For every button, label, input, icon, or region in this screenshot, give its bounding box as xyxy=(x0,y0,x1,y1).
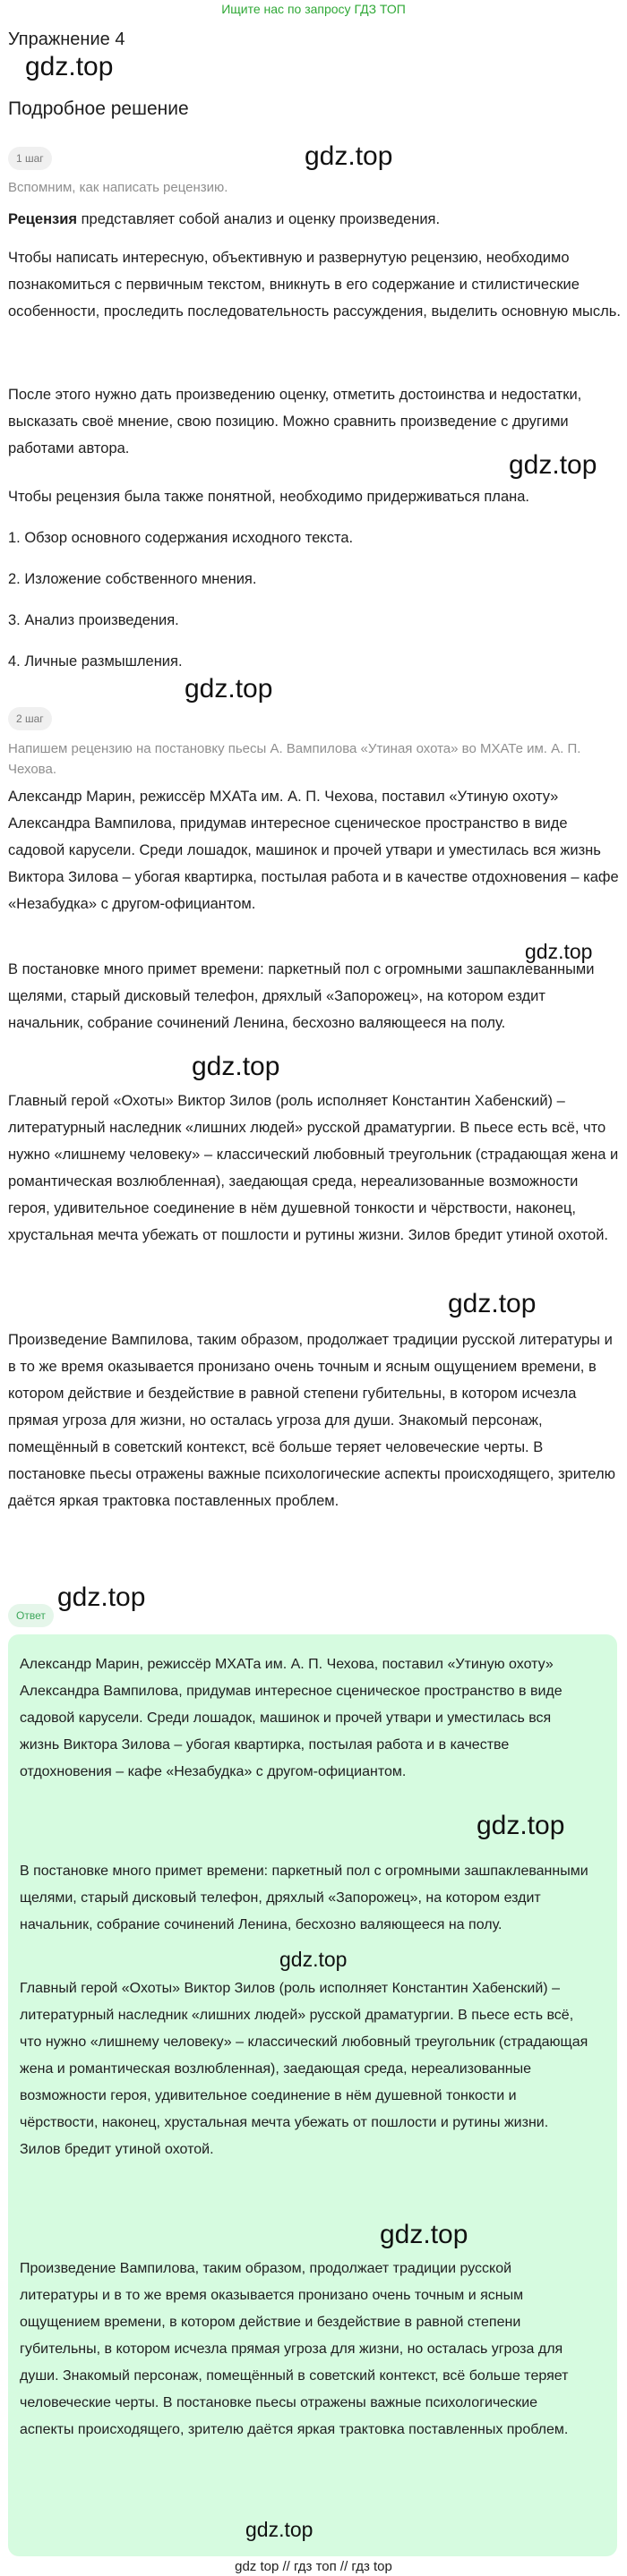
watermark: gdz.top xyxy=(509,450,597,480)
plan-item: 1. Обзор основного содержания исходного текста. xyxy=(8,530,354,546)
step-2-paragraph: В постановке много примет времени: паркетный пол с огромными зашпаклеванными щелями, старый дисковый телефон, дряхлый «Запорожец», на котором ездит начальник, собрание сочинений Ленина, бесхозно валяющееся на полу. xyxy=(8,961,595,1031)
step-2-intro: Напишем рецензию на постановку пьесы А. Вампилова «Утиная охота» во МХАТе им. А. П. Чехова. xyxy=(8,741,581,777)
step-1-paragraph: После этого нужно дать произведению оценку, отметить достоинства и недостатки, высказать своё мнение, свою позицию. Можно сравнить произведение с другими работами автора. xyxy=(8,387,582,456)
answer-paragraph: Александр Марин, режиссёр МХАТа им. А. П. Чехова, поставил «Утиную охоту» Александра Вампилова, придумав интересное сценическое пространство в виде садовой карусели. Среди лошадок, машинок и прочей утвари и уместилась вся жизнь Виктора Зилова – убогая квартирка, постылая работа и в качестве отдохновения – кафе «Незабудка» с другом-официантом. xyxy=(20,1657,563,1779)
step-2-badge: 2 шаг xyxy=(8,707,52,730)
watermark: gdz.top xyxy=(25,52,114,81)
answer-paragraph: Произведение Вампилова, таким образом, продолжает традиции русской литературы и в то же время оказывается пронизано очень точным и ясным ощущением времени, в котором действие и бездействие в равной степени губительны, в котором исчезла прямая угроза для жизни, но осталась угроза для души. Знакомый персонаж, помещённый в советский контекст, всё больше теряет человеческие черты. В постановке пьесы отражены важные психологические аспекты происходящего, зрителю даётся яркая трактовка поставленных проблем. xyxy=(20,2261,569,2437)
plan-item: 2. Изложение собственного мнения. xyxy=(8,571,257,587)
watermark: gdz.top xyxy=(185,674,273,704)
section-title: Подробное решение xyxy=(8,98,189,119)
step-1-paragraph: Чтобы рецензия была также понятной, необходимо придерживаться плана. xyxy=(8,489,529,505)
step-1-paragraph: Чтобы написать интересную, объективную и развернутую рецензию, необходимо познакомиться с первичным текстом, вникнуть в его содержание и стилистические особенности, проследить последовательность рассуждения, выделить основную мысль. xyxy=(8,250,621,320)
answer-paragraph: Главный герой «Охоты» Виктор Зилов (роль исполняет Константин Хабенский) – литературный наследник «лишних людей» русской драматургии. В пьесе есть всё, что нужно «лишнему человеку» – классический любовный треугольник (страдающая жена и романтическая возлюбленная), заедающая среда, нереализованные возможности героя, удивительное соединение в нём душевной тонкости и чёрствости, наконец, хрустальная мечта убежать от пошлости и рутины жизни. Зилов бредит утиной охотой. xyxy=(20,1981,588,2157)
definition-text: представляет собой анализ и оценку произведения. xyxy=(77,211,441,227)
watermark: gdz.top xyxy=(477,1811,565,1840)
watermark: gdz.top xyxy=(192,1052,280,1081)
definition-paragraph xyxy=(8,206,621,233)
step-2-paragraph: Александр Марин, режиссёр МХАТа им. А. П. Чехова, поставил «Утиную охоту» Александра Вампилова, придумав интересное сценическое пространство в виде садовой карусели. Среди лошадок, машинок и прочей утвари и уместилась вся жизнь Виктора Зилова – убогая квартирка, постылая работа и в качестве отдохновения – кафе «Незабудка» с другом-официантом. xyxy=(8,789,619,912)
step-2-paragraph: Главный герой «Охоты» Виктор Зилов (роль исполняет Константин Хабенский) – литературный наследник «лишних людей» русской драматургии. В пьесе есть всё, что нужно «лишнему человеку» – классический любовный треугольник (страдающая жена и романтическая возлюбленная), заедающая среда, нереализованные возможности героя, удивительное соединение в нём душевной тонкости и чёрствости, наконец, хрустальная мечта убежать от пошлости и рутины жизни. Зилов бредит утиной охотой. xyxy=(8,1093,619,1243)
watermark: gdz.top xyxy=(525,940,593,963)
exercise-title: Упражнение 4 xyxy=(8,30,125,49)
plan-item: 3. Анализ произведения. xyxy=(8,612,179,628)
watermark: gdz.top xyxy=(305,141,393,171)
term-recenziya: Рецензия xyxy=(8,211,78,227)
answer-paragraph: В постановке много примет времени: паркетный пол с огромными зашпаклеванными щелями, старый дисковый телефон, дряхлый «Запорожец», на котором ездит начальник, собрание сочинений Ленина, бесхозно валяющееся на полу. xyxy=(20,1864,588,1932)
watermark: gdz.top xyxy=(245,2518,314,2541)
watermark: gdz.top xyxy=(448,1289,537,1318)
step-1-badge: 1 шаг xyxy=(8,147,52,170)
footer-links[interactable]: gdz top // гдз топ // гдз top xyxy=(235,2559,392,2574)
plan-item: 4. Личные размышления. xyxy=(8,653,183,670)
step-2-paragraph: Произведение Вампилова, таким образом, продолжает традиции русской литературы и в то же время оказывается пронизано очень точным и ясным ощущением времени, в котором действие и бездействие в равной степени губительны, в котором исчезла прямая угроза для жизни, но осталась угроза для души. Знакомый персонаж, помещённый в советский контекст, всё больше теряет человеческие черты. В постановке пьесы отражены важные психологические аспекты происходящего, зрителю даётся яркая трактовка поставленных проблем. xyxy=(8,1332,615,1509)
watermark: gdz.top xyxy=(57,1582,146,1612)
top-banner-link[interactable]: Ищите нас по запросу ГДЗ ТОП xyxy=(221,2,406,16)
watermark: gdz.top xyxy=(380,2220,468,2249)
step-1-intro: Вспомним, как написать рецензию. xyxy=(8,180,228,195)
watermark: gdz.top xyxy=(279,1948,348,1971)
answer-badge: Ответ xyxy=(8,1604,54,1627)
